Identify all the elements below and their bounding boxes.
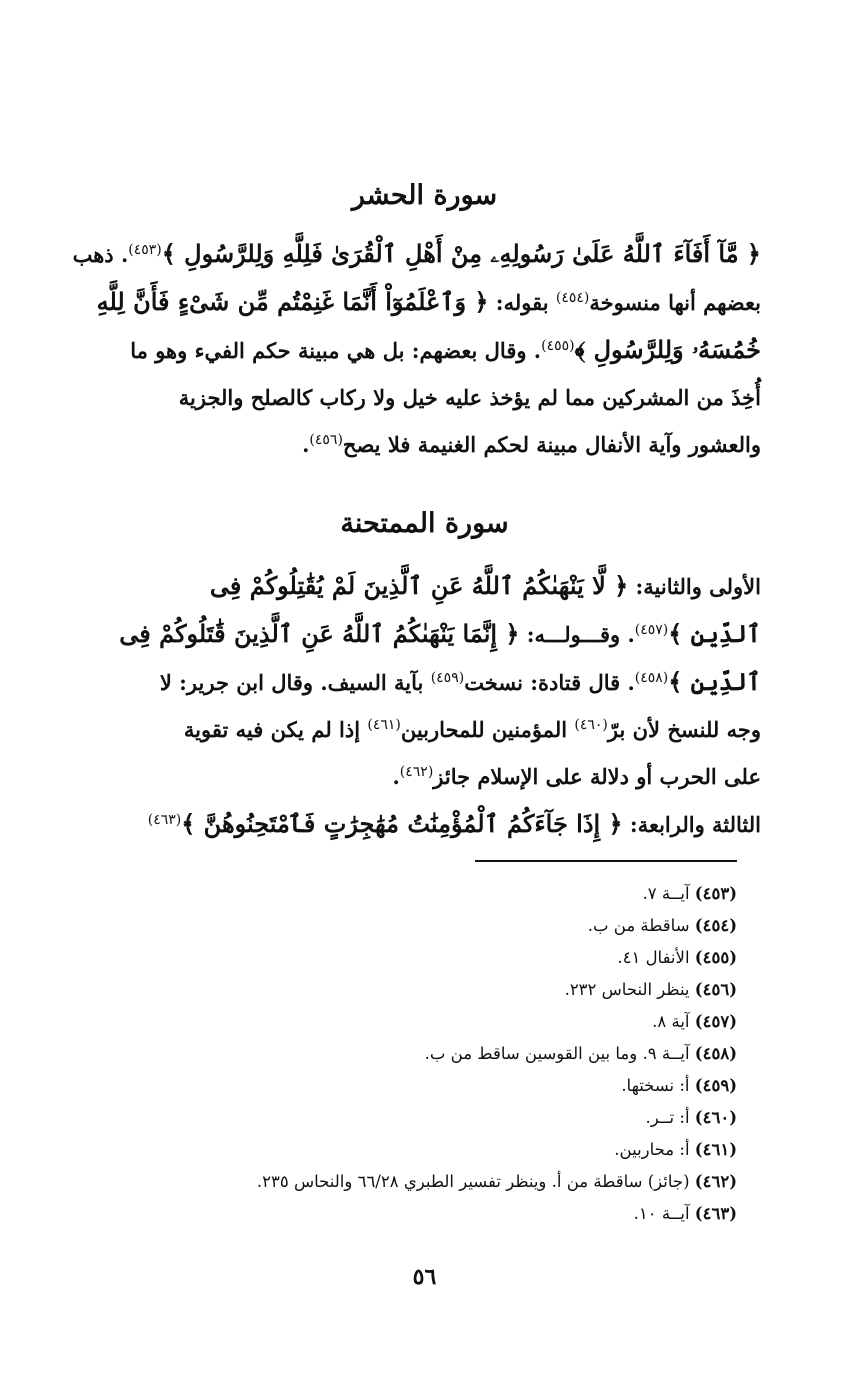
footnote-text: ينظر النحاس ٢٣٢.: [564, 980, 690, 999]
footnote-number: (٤٦٣): [694, 1204, 737, 1223]
footnote-number: (٤٥٧): [694, 1012, 737, 1031]
body-text: الثالثة والرابعة:: [622, 812, 761, 837]
footnote-number: (٤٦١): [694, 1140, 737, 1159]
quran-verse: ﴿ وَٱعْلَمُوٓاْ أَنَّمَا غَنِمْتُم مِّن شَىْءٍ فَأَنَّ لِلَّهِ: [96, 287, 489, 316]
quran-verse: ﴿ مَّآ أَفَآءَ ٱللَّهُ عَلَىٰ رَسُولِهِۦ مِنْ أَهْلِ ٱلْقُرَىٰ فَلِلَّهِ وَلِلرَّسُولِ ﴾: [161, 239, 761, 268]
text-line: [106, 706, 761, 753]
footnote-item: [117, 1070, 737, 1102]
footnote-ref[interactable]: (٤٥٦): [309, 432, 343, 448]
footnote-number: (٤٥٨): [694, 1044, 737, 1063]
quran-verse: ﴿ إِنَّمَا يَنْهَىٰكُمُ ٱللَّهُ عَنِ ٱلَّذِينَ قَٰتَلُوكُمْ فِى: [119, 619, 520, 648]
body-text: . قال قتادة: نسخت: [464, 670, 635, 695]
footnote-item: [117, 1006, 737, 1038]
body-text: .: [302, 432, 310, 457]
body-text: وجه للنسخ لأن برّ: [607, 717, 761, 742]
footnote-text: أ: محاربين.: [614, 1140, 690, 1159]
footnote-number: (٤٦٢): [694, 1172, 737, 1191]
footnote-separator: [475, 860, 737, 862]
text-line: [106, 421, 761, 468]
footnote-text: ساقطة من ب.: [587, 916, 690, 935]
body-text: المؤمنين للمحاربين: [400, 717, 575, 742]
footnote-text: أ: تــر.: [645, 1108, 690, 1127]
footnote-item: [117, 910, 737, 942]
footnote-ref[interactable]: (٤٦٠): [574, 717, 608, 733]
footnote-item: [117, 878, 737, 910]
body-text: بآية السيف. وقال ابن جرير: لا: [159, 670, 431, 695]
body-text: والعشور وآية الأنفال مبينة لحكم الغنيمة فلا يصح: [342, 432, 761, 457]
footnote-ref[interactable]: (٤٦٢): [399, 764, 434, 780]
text-line: [106, 326, 761, 374]
footnote-number: (٤٦٠): [694, 1108, 737, 1127]
body-text: أُخِذَ من المشركين مما لم يؤخذ عليه خيل ولا ركاب كالصلح والجزية: [178, 385, 761, 410]
footnote-ref[interactable]: (٤٥٨): [634, 670, 669, 686]
footnote-ref[interactable]: (٤٥٧): [634, 622, 669, 638]
quran-verse: ﴿ إِذَا جَآءَكُمُ ٱلْمُؤْمِنَٰتُ مُهَٰجِرَٰتٍ فَٱمْتَحِنُوهُنَّ ﴾: [181, 809, 623, 838]
body-text: بعضهم أنها منسوخة: [589, 290, 761, 315]
footnote-ref[interactable]: (٤٥٤): [555, 290, 590, 306]
footnote-number: (٤٥٣): [694, 884, 737, 903]
quran-verse: ﴿ لَّا يَنْهَىٰكُمُ ٱللَّهُ عَنِ ٱلَّذِينَ لَمْ يُقَٰتِلُوكُمْ فِى: [209, 571, 629, 600]
footnote-number: (٤٥٦): [694, 980, 737, 999]
text-line: [72, 230, 761, 278]
footnote-text: آية ٨.: [652, 1012, 690, 1031]
quran-verse: خُمُسَهُۥ وَلِلرَّسُولِ ﴾: [574, 335, 761, 364]
footnote-ref[interactable]: (٤٦١): [367, 717, 401, 733]
al-hashr-commentary: [72, 230, 761, 468]
footnote-number: (٤٥٤): [694, 916, 737, 935]
body-text: . ذهب: [72, 242, 129, 267]
quran-verse: ٱلدِّينِ ﴾: [668, 667, 761, 696]
footnote-ref[interactable]: (٤٥٥): [541, 338, 575, 354]
footnote-ref[interactable]: (٤٦٣): [147, 812, 182, 828]
body-text: الأولى والثانية:: [628, 574, 761, 599]
text-line: [106, 753, 761, 800]
text-line: [106, 658, 761, 706]
text-line: [106, 562, 761, 610]
body-text: .: [392, 764, 400, 789]
footnote-item: [117, 1166, 737, 1198]
footnote-text: الأنفال ٤١.: [617, 948, 690, 967]
footnote-number: (٤٥٩): [694, 1076, 737, 1095]
footnote-item: [117, 942, 737, 974]
footnote-ref[interactable]: (٤٥٩): [430, 670, 465, 686]
footnote-ref[interactable]: (٤٥٣): [128, 242, 162, 258]
surah-heading-al-hashr: سورة الحشر: [351, 180, 498, 211]
quran-verse: ٱلدِّينِ ﴾: [668, 619, 761, 648]
footnote-number: (٤٥٥): [694, 948, 737, 967]
body-text: . وقـــولـــه:: [519, 622, 635, 647]
page-number: ٥٦: [412, 1264, 437, 1290]
footnote-text: (جائز) ساقطة من أ. وينظر تفسير الطبري ٦٦/٢٨ والنحاس ٢٣٥.: [256, 1172, 690, 1191]
body-text: إذا لم يكن فيه تقوية: [183, 717, 368, 742]
text-line: [106, 800, 761, 848]
footnotes: [117, 878, 737, 1230]
footnote-text: آيــة ٩. وما بين القوسين ساقط من ب.: [424, 1044, 690, 1063]
al-mumtahana-commentary: [106, 562, 761, 848]
footnote-item: [117, 1134, 737, 1166]
footnote-item: [117, 1198, 737, 1230]
text-line: [106, 374, 761, 421]
footnote-text: آيــة ٧.: [642, 884, 690, 903]
footnote-item: [117, 1102, 737, 1134]
footnote-item: [117, 974, 737, 1006]
body-text: على الحرب أو دلالة على الإسلام جائز: [433, 764, 761, 789]
surah-heading-al-mumtahana: سورة الممتحنة: [340, 508, 509, 539]
footnote-text: أ: نسختها.: [621, 1076, 690, 1095]
body-text: بقوله:: [488, 290, 556, 315]
text-line: [106, 610, 761, 658]
footnote-item: [117, 1038, 737, 1070]
footnote-text: آيــة ١٠.: [633, 1204, 690, 1223]
body-text: . وقال بعضهم: بل هي مبينة حكم الفيء وهو ما: [130, 338, 542, 363]
text-line: [96, 278, 761, 326]
